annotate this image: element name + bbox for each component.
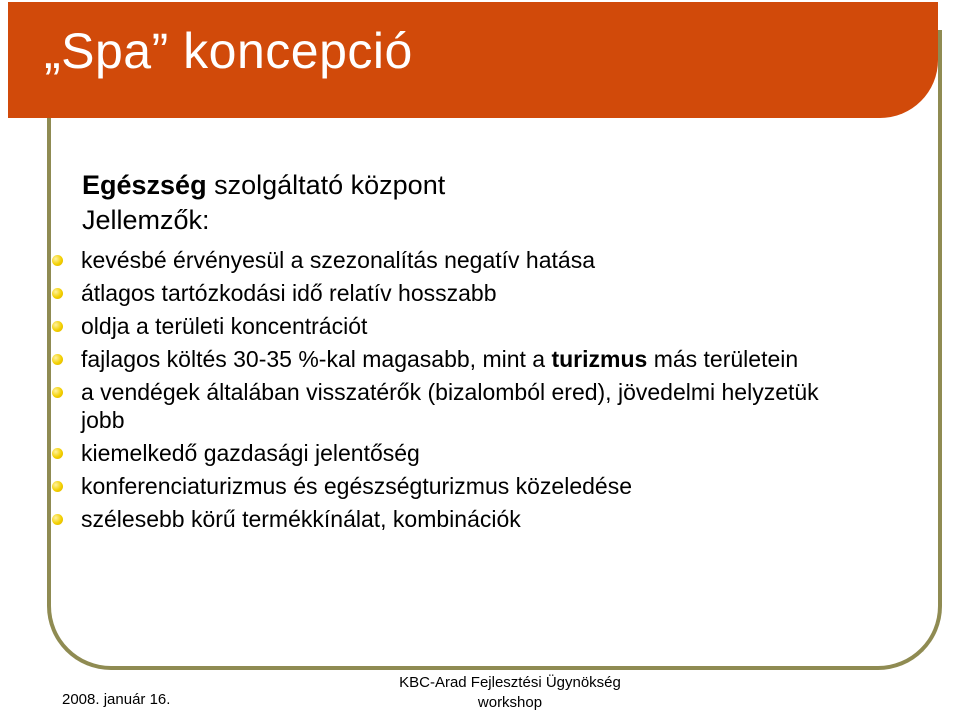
- title-bar: [8, 2, 938, 118]
- bullet-icon: [52, 354, 63, 365]
- bullet-text: kevésbé érvényesül a szezonalítás negatív hatása: [81, 247, 595, 273]
- list-item: [0, 439, 862, 467]
- bullet-text-bold: turizmus: [551, 346, 648, 372]
- list-item: [0, 279, 862, 307]
- footer-organization: [380, 673, 640, 713]
- list-item: [0, 378, 862, 434]
- bullet-list: [82, 246, 862, 533]
- slide-title: „Spa” koncepció: [44, 23, 413, 79]
- bullet-text: kiemelkedő gazdasági jelentőség: [81, 440, 420, 466]
- content-heading: [82, 168, 862, 203]
- bullet-icon: [52, 321, 63, 332]
- footer-org-line1: KBC-Arad Fejlesztési Ügynökség: [399, 674, 621, 691]
- bullet-icon: [52, 255, 63, 266]
- bullet-icon: [52, 481, 63, 492]
- bullet-text-pre: fajlagos költés 30-35 %-kal magasabb, mint a: [81, 346, 552, 372]
- footer-org-line2: workshop: [477, 694, 543, 711]
- heading-rest: szolgáltató központ: [206, 170, 446, 200]
- bullet-icon: [52, 514, 63, 525]
- slide-content: [82, 168, 862, 538]
- list-item: [0, 472, 862, 500]
- bullet-text: oldja a területi koncentrációt: [81, 313, 368, 339]
- bullet-text: átlagos tartózkodási idő relatív hosszabb: [81, 280, 497, 306]
- bullet-text: konferenciaturizmus és egészségturizmus közeledése: [81, 473, 632, 499]
- bullet-icon: [52, 448, 63, 459]
- bullet-icon: [52, 387, 63, 398]
- bullet-text-post: más területein: [647, 346, 799, 372]
- footer-date: 2008. január 16.: [62, 691, 171, 708]
- content-subheading: Jellemzők:: [82, 205, 210, 235]
- list-item: [0, 345, 862, 373]
- bullet-text: a vendégek általában visszatérők (bizalomból ered), jövedelmi helyzetük jobb: [81, 379, 819, 433]
- bullet-icon: [52, 288, 63, 299]
- bullet-text: szélesebb körű termékkínálat, kombinációk: [81, 506, 521, 532]
- list-item: [0, 505, 862, 533]
- list-item: [0, 312, 862, 340]
- list-item: [0, 246, 862, 274]
- heading-bold: Egészség: [82, 170, 207, 200]
